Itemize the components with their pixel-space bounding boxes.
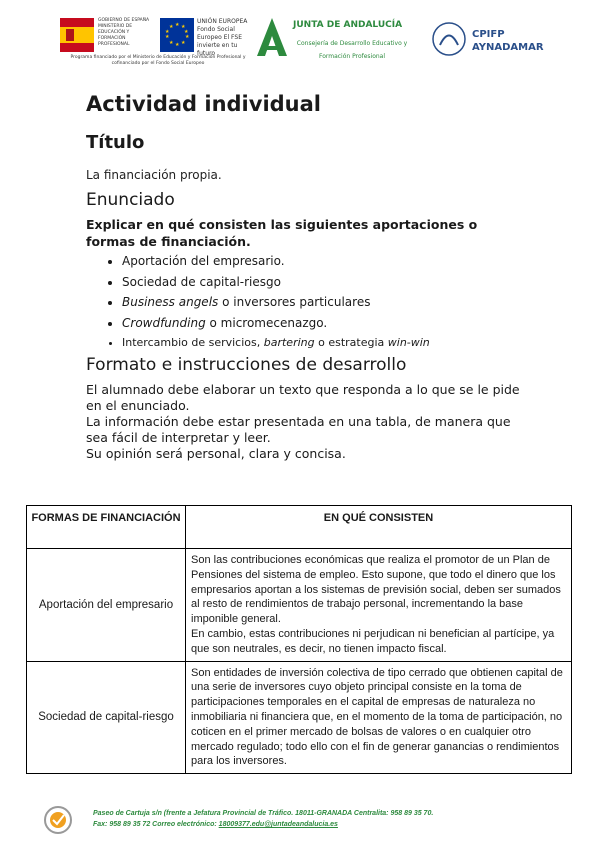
formato-body (86, 382, 526, 462)
svg-text:★: ★ (175, 22, 180, 28)
footer-address (93, 808, 563, 830)
financing-name: Sociedad de capital-riesgo (27, 661, 186, 774)
list-item: • Business angels o inversores particulares (122, 292, 430, 313)
formato-line: Su opinión será personal, clara y concisa. (86, 446, 346, 461)
quality-seal-icon (38, 802, 78, 842)
svg-text:★: ★ (185, 34, 190, 40)
list-item: • Intercambio de servicios, bartering o estrategia win-win (122, 333, 430, 354)
financing-description: Son las contribuciones económicas que realiza el promotor de un Plan de Pensiones del sistema de empleo. Esto supone, que todo el dinero que los empresarios aportan a los sistemas de previsión social, deben ser sumados al resto de rendimientos de trabajo personal, incrementando la base imponible general. En cambio, estas contribuciones ni perjudican ni benefician al partícipe, ya que son neutrales, es decir, no tienen impacto fiscal. (186, 549, 572, 662)
formato-line: El alumnado debe elaborar un texto que responda a lo que se le pide en el enunciado. (86, 382, 520, 413)
spain-coat-of-arms-icon (60, 18, 94, 52)
cpifp-line2: AYNADAMAR (472, 42, 544, 53)
svg-text:★: ★ (181, 24, 186, 30)
page-title: Actividad individual (86, 92, 321, 116)
list-item: • Aportación del empresario. (122, 251, 430, 272)
svg-text:★: ★ (169, 24, 174, 30)
enunciado-text: Explicar en qué consisten las siguientes aportaciones o formas de financiación. (86, 217, 478, 249)
svg-text:★: ★ (181, 40, 186, 46)
financing-list (104, 251, 430, 354)
svg-text:★: ★ (165, 29, 170, 35)
svg-text:★: ★ (169, 40, 174, 46)
junta-andalucia-logo-icon (255, 16, 289, 58)
page-header (0, 0, 600, 80)
footer-line1: Paseo de Cartuja s/n (frente a Jefatura Provincial de Tráfico. 18011-GRANADA Centralita: 958 89 35 70. (93, 810, 434, 817)
table-row (27, 661, 572, 774)
enunciado-heading: Enunciado (86, 190, 175, 210)
footer-email-link[interactable]: 18009377.edu@juntadeandalucia.es (218, 821, 338, 828)
cpifp-logo-icon (430, 20, 468, 58)
junta-title: JUNTA DE ANDALUCÍA (293, 20, 403, 30)
spain-ministry-text: GOBIERNO DE ESPAÑA MINISTERIO DE EDUCACIÓN Y FORMACIÓN PROFESIONAL (98, 18, 150, 47)
cpifp-line1: CPIFP (472, 29, 505, 40)
svg-text:★: ★ (175, 42, 180, 48)
svg-text:★: ★ (184, 29, 189, 35)
junta-subtitle: Consejería de Desarrollo Educativo y Formación Profesional (296, 40, 408, 60)
footer-line2: Fax: 958 89 35 72 Correo electrónico: 18009377.edu@juntadeandalucia.es (93, 821, 338, 828)
column-header: FORMAS DE FINANCIACIÓN (27, 506, 186, 549)
titulo-text: La financiación propia. (86, 168, 222, 182)
table-header-row (27, 506, 572, 549)
table-row (27, 549, 572, 662)
funding-note: Programa financiado por el Ministerio de Educación y Formación Profesional y cofinanciado por el Fondo Social Europeo (70, 55, 246, 66)
eu-fund-text: UNIÓN EUROPEA Fondo Social Europeo El FSE invierte en tu futuro (197, 18, 248, 57)
financing-name: Aportación del empresario (27, 549, 186, 662)
financing-table (26, 505, 572, 774)
cpifp-name (472, 28, 544, 54)
column-header: EN QUÉ CONSISTEN (186, 506, 572, 549)
financing-description: Son entidades de inversión colectiva de tipo cerrado que obtienen capital de una serie de inversores cuyo objeto principal consiste en la toma de participaciones temporales en el capital de empresas de naturaleza no inmobiliaria ni financiera que, en el momento de la toma de participación, no coticen en el primer mercado de bolsas de valores o en cualquier otro mercado regulado; todo ello con el fin de generar ganancias o rendimientos para los inversores. (186, 661, 572, 774)
formato-heading: Formato e instrucciones de desarrollo (86, 355, 407, 375)
titulo-heading: Título (86, 132, 145, 153)
formato-line: La información debe estar presentada en una tabla, de manera que sea fácil de interpretar y leer. (86, 414, 511, 445)
list-item: • Crowdfunding o micromecenazgo. (122, 313, 430, 334)
list-item: • Sociedad de capital-riesgo (122, 272, 430, 293)
svg-text:★: ★ (165, 34, 170, 40)
eu-flag-icon (160, 18, 194, 52)
